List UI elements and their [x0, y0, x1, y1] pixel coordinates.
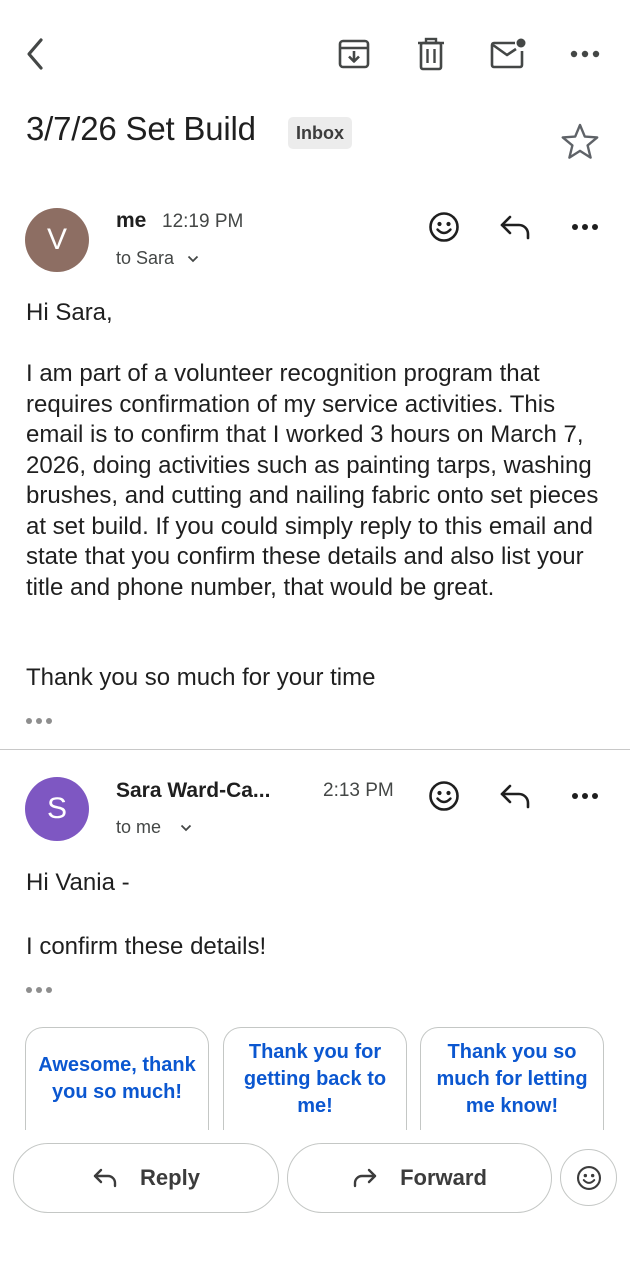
more-horizontal-icon	[571, 223, 599, 231]
message-closing: Thank you so much for your time	[26, 664, 376, 691]
message-body: I confirm these details!	[26, 933, 267, 960]
avatar-letter: S	[46, 792, 67, 825]
smart-reply-chip[interactable]: Thank you so much for letting me know!	[420, 1027, 604, 1130]
show-trimmed-content-button[interactable]	[26, 984, 58, 996]
trash-icon	[415, 37, 447, 71]
sender-name: Sara Ward-Ca...	[116, 779, 271, 802]
chevron-down-icon	[180, 824, 192, 832]
star-icon	[560, 122, 600, 162]
email-subject: 3/7/26 Set Build	[26, 110, 256, 147]
delete-button[interactable]	[409, 32, 453, 76]
forward-icon	[352, 1167, 378, 1189]
message-body: I am part of a volunteer recognition program that requires confirmation of my service activities. This email is to confirm that I worked 3 hours on March 7, 2026, doing activities such as painting tarps, washing brushes, and cutting and nailing fabric onto set pieces at set build. If you could simply reply to this email and state that you confirm these details and also list your title and phone number, that would be great.	[26, 360, 599, 601]
message-more-button[interactable]	[563, 774, 607, 818]
reply-icon	[499, 783, 531, 809]
reply-icon	[499, 214, 531, 240]
message-more-button[interactable]	[563, 205, 607, 249]
smart-reply-chip[interactable]: Thank you for getting back to me!	[223, 1027, 407, 1130]
more-horizontal-icon	[570, 50, 600, 58]
show-trimmed-content-button[interactable]	[26, 715, 58, 727]
emoji-icon	[428, 211, 460, 243]
more-options-button[interactable]	[563, 32, 607, 76]
message-divider	[0, 749, 630, 750]
react-emoji-button[interactable]	[560, 1149, 617, 1206]
emoji-icon	[576, 1165, 602, 1191]
mark-unread-button[interactable]	[486, 32, 530, 76]
reply-label: Reply	[140, 1165, 200, 1190]
recipient-details-toggle[interactable]	[116, 817, 192, 838]
add-reaction-button[interactable]	[422, 205, 466, 249]
reply-button[interactable]	[13, 1143, 279, 1213]
reply-message-button[interactable]	[493, 774, 537, 818]
arrow-back-icon	[21, 36, 51, 72]
sender-name: me	[116, 209, 147, 232]
emoji-icon	[428, 780, 460, 812]
chevron-down-icon	[187, 255, 199, 263]
mark-unread-icon	[489, 37, 527, 71]
archive-icon	[337, 37, 371, 71]
inbox-label-chip[interactable]: Inbox	[288, 117, 352, 149]
reply-message-button[interactable]	[493, 205, 537, 249]
avatar[interactable]	[25, 208, 89, 272]
avatar[interactable]	[25, 777, 89, 841]
back-button[interactable]	[14, 32, 58, 76]
smart-reply-chip[interactable]: Awesome, thank you so much!	[25, 1027, 209, 1130]
avatar-letter: V	[46, 223, 67, 256]
recipient-text: to Sara	[116, 248, 175, 268]
more-horizontal-icon	[571, 792, 599, 800]
message-greeting: Hi Vania -	[26, 869, 130, 896]
message-greeting: Hi Sara,	[26, 299, 113, 326]
recipient-text: to me	[116, 817, 162, 837]
forward-label: Forward	[400, 1165, 487, 1190]
message-time: 2:13 PM	[323, 780, 394, 801]
message-time: 12:19 PM	[162, 211, 244, 232]
reply-icon	[92, 1167, 118, 1189]
add-reaction-button[interactable]	[422, 774, 466, 818]
archive-button[interactable]	[332, 32, 376, 76]
star-button[interactable]	[556, 118, 604, 166]
forward-button[interactable]	[287, 1143, 552, 1213]
recipient-details-toggle[interactable]	[116, 248, 199, 269]
